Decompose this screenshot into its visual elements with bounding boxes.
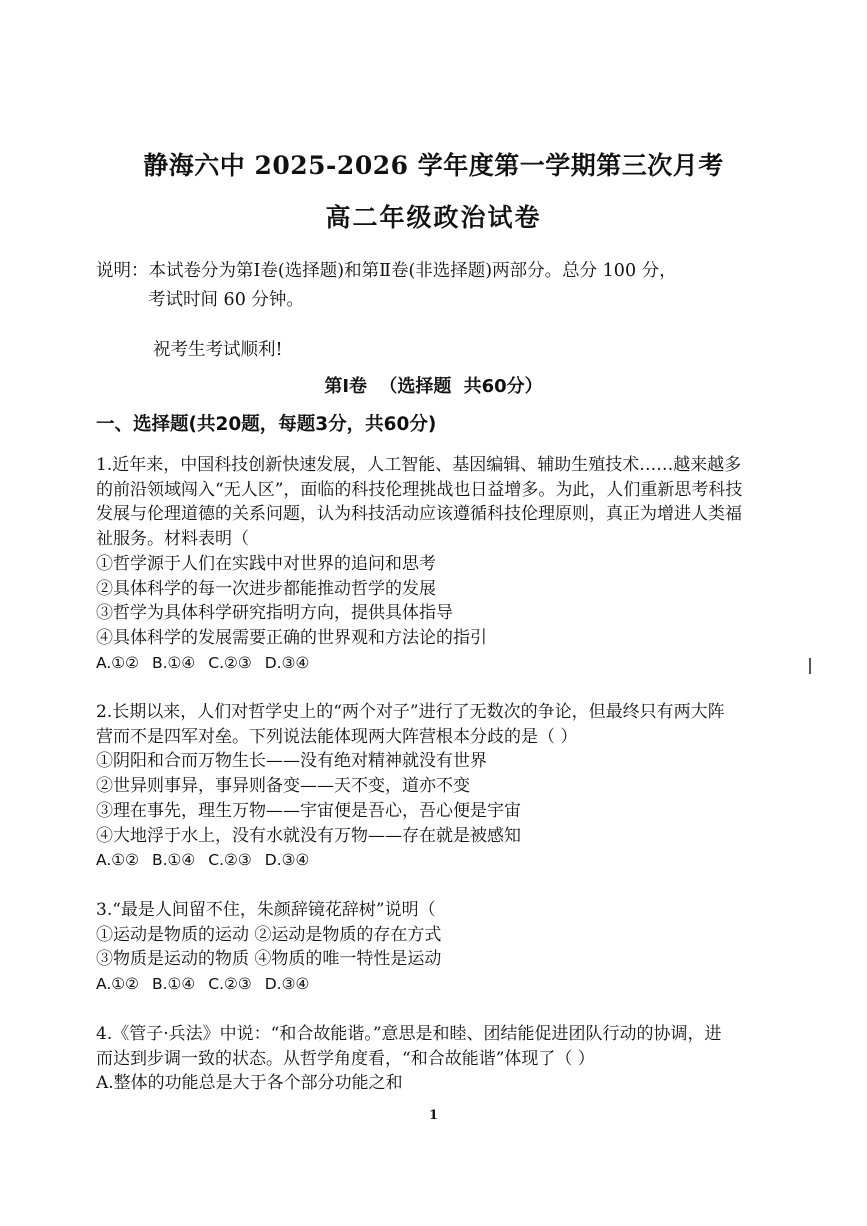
statement-option: ③哲学为具体科学研究指明方向，提供具体指导 xyxy=(96,603,453,624)
statement-option: ②世异则事异，事异则备变——天不变，道亦不变 xyxy=(96,776,470,797)
question-stem-line: 4.《管子·兵法》中说：“和合故能谐。”意思是和睦、团结能促进团队行动的协调，进 xyxy=(96,1024,722,1044)
good-luck-note: 祝考生考试顺利! xyxy=(153,340,283,360)
question-stem-line: 1.近年来，中国科技创新快速发展，人工智能、基因编辑、辅助生殖技术……越来越多 xyxy=(96,455,742,475)
question-stem-line: 而达到步调一致的状态。从哲学角度看，“和合故能谐”体现了（ ） xyxy=(96,1048,595,1069)
statement-option: ③理在事先，理生万物——宇宙便是吾心，吾心便是宇宙 xyxy=(96,800,521,821)
statement-option: ①阴阳和合而万物生长——没有绝对精神就没有世界 xyxy=(96,751,487,772)
question-stem-line: 祉服务。材料表明（ xyxy=(96,529,249,550)
statement-option: ④大地浮于水上，没有水就没有万物——存在就是被感知 xyxy=(96,825,521,846)
instructions-line-2: 考试时间 60 分钟。 xyxy=(148,290,304,310)
section-heading: 一、选择题(共20题，每题3分，共60分) xyxy=(96,414,437,435)
instructions-line-1: 说明：本试卷分为第Ⅰ卷(选择题)和第Ⅱ卷(非选择题)两部分。总分 100 分， xyxy=(96,261,677,281)
statement-option: ②具体科学的每一次进步都能推动哲学的发展 xyxy=(96,578,436,599)
exam-subtitle: 高二年级政治试卷 xyxy=(325,203,542,232)
exam-title: 静海六中 2025-2026 学年度第一学期第三次月考 xyxy=(143,151,724,180)
question-stem-line: 3.“最是人间留不住，朱颜辞镜花辞树”说明（ xyxy=(96,900,436,920)
statement-option: ①哲学源于人们在实践中对世界的追问和思考 xyxy=(96,553,436,574)
answer-choices: A.①② B.①④ C.②③ D.③④ xyxy=(96,851,310,870)
question-3 xyxy=(96,898,756,997)
answer-option-a: A.整体的功能总是大于各个部分功能之和 xyxy=(96,1073,403,1094)
question-2 xyxy=(96,700,756,873)
question-4 xyxy=(96,1022,756,1096)
statement-option: ①运动是物质的运动 ②运动是物质的存在方式 xyxy=(96,924,442,945)
answer-choices: A.①② B.①④ C.②③ D.③④ xyxy=(96,653,310,672)
statement-option: ④具体科学的发展需要正确的世界观和方法论的指引 xyxy=(96,627,487,648)
page-number: 1 xyxy=(428,1108,439,1123)
question-stem-line: 2.长期以来，人们对哲学史上的“两个对子”进行了无数次的争论，但最终只有两大阵 xyxy=(96,702,725,722)
instructions xyxy=(96,257,786,315)
part-one-heading: 第Ⅰ卷 （选择题 共60分） xyxy=(324,376,543,397)
statement-option: ③物质是运动的物质 ④物质的唯一特性是运动 xyxy=(96,949,442,970)
scan-artifact xyxy=(809,658,811,674)
question-stem-line: 发展与伦理道德的关系问题，认为科技活动应该遵循科技伦理原则，真正为增进人类福 xyxy=(96,504,742,525)
question-stem-line: 营而不是四军对垒。下列说法能体现两大阵营根本分歧的是（ ） xyxy=(96,726,578,747)
question-stem-line: 的前沿领域闯入“无人区”，面临的科技伦理挑战也日益增多。为此，人们重新思考科技 xyxy=(96,479,743,500)
question-1 xyxy=(96,453,756,675)
answer-choices: A.①② B.①④ C.②③ D.③④ xyxy=(96,975,310,994)
